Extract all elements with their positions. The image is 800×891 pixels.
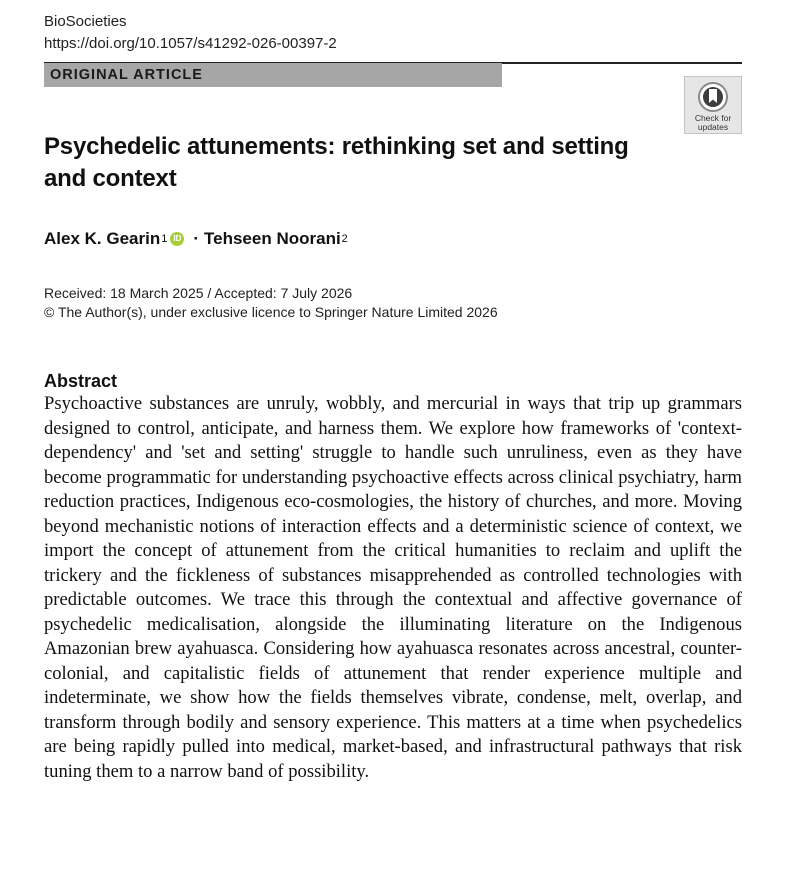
publication-info: [44, 284, 498, 322]
author-list: [44, 227, 348, 251]
journal-name: BioSocieties: [44, 13, 127, 30]
abstract-heading: Abstract: [44, 371, 118, 391]
author-name[interactable]: Tehseen Noorani: [204, 229, 341, 248]
article-title: Psychedelic attunements: rethinking set and setting and context: [44, 133, 629, 192]
article-type: ORIGINAL ARTICLE: [50, 67, 203, 83]
affiliation-marker: 1: [161, 233, 168, 245]
doi-link[interactable]: https://doi.org/10.1057/s41292-026-00397-2: [44, 35, 337, 52]
article-type-band: [44, 63, 502, 87]
dates-line: Received: 18 March 2025 / Accepted: 7 July 2026: [44, 285, 353, 301]
orcid-icon[interactable]: ID: [170, 232, 184, 246]
author-name[interactable]: Alex K. Gearin: [44, 229, 161, 248]
affiliation-marker: 2: [341, 233, 348, 245]
crossmark-label: Check for updates: [694, 113, 732, 132]
copyright-line: © The Author(s), under exclusive licence to Springer Nature Limited 2026: [44, 304, 498, 320]
check-for-updates-button[interactable]: [684, 76, 742, 134]
abstract-text: Psychoactive substances are unruly, wobbly, and mercurial in ways that trip up grammars designed to control, anticipate, and harness them. We explore how frameworks of 'context-dependency' and 'set and setting' struggle to handle such unruliness, even as they have become programmatic for understanding psychoactive effects across clinical psychiatry, harm reduction practices, Indigenous eco-cosmologies, the history of churches, and more. Moving beyond mechanistic notions of interaction effects and a deterministic science of context, we import the concept of attunement from the critical humanities to reclaim and uplift the trickery and the fickleness of substances misapprehended as controlled technologies with predictable outcomes. We trace this through the contextual and affective governance of psychedelic medicalisation, alongside the illuminating literature on the Indigenous Amazonian brew ayahuasca. Considering how ayahuasca resonates across ancestral, counter-colonial, and capitalistic fields of attunement that render experience multiple and indeterminate, we show how the fields themselves vibrate, condense, melt, overlap, and transform through bodily and sensory experience. This matters at a time when psychedelics are being rapidly pulled into medical, market-based, and infrastructural pathways that risk tuning them to a narrow band of possibility.: [44, 393, 742, 782]
journal-header: [44, 11, 337, 55]
crossmark-icon: [697, 81, 729, 113]
author-separator: ·: [193, 229, 200, 248]
